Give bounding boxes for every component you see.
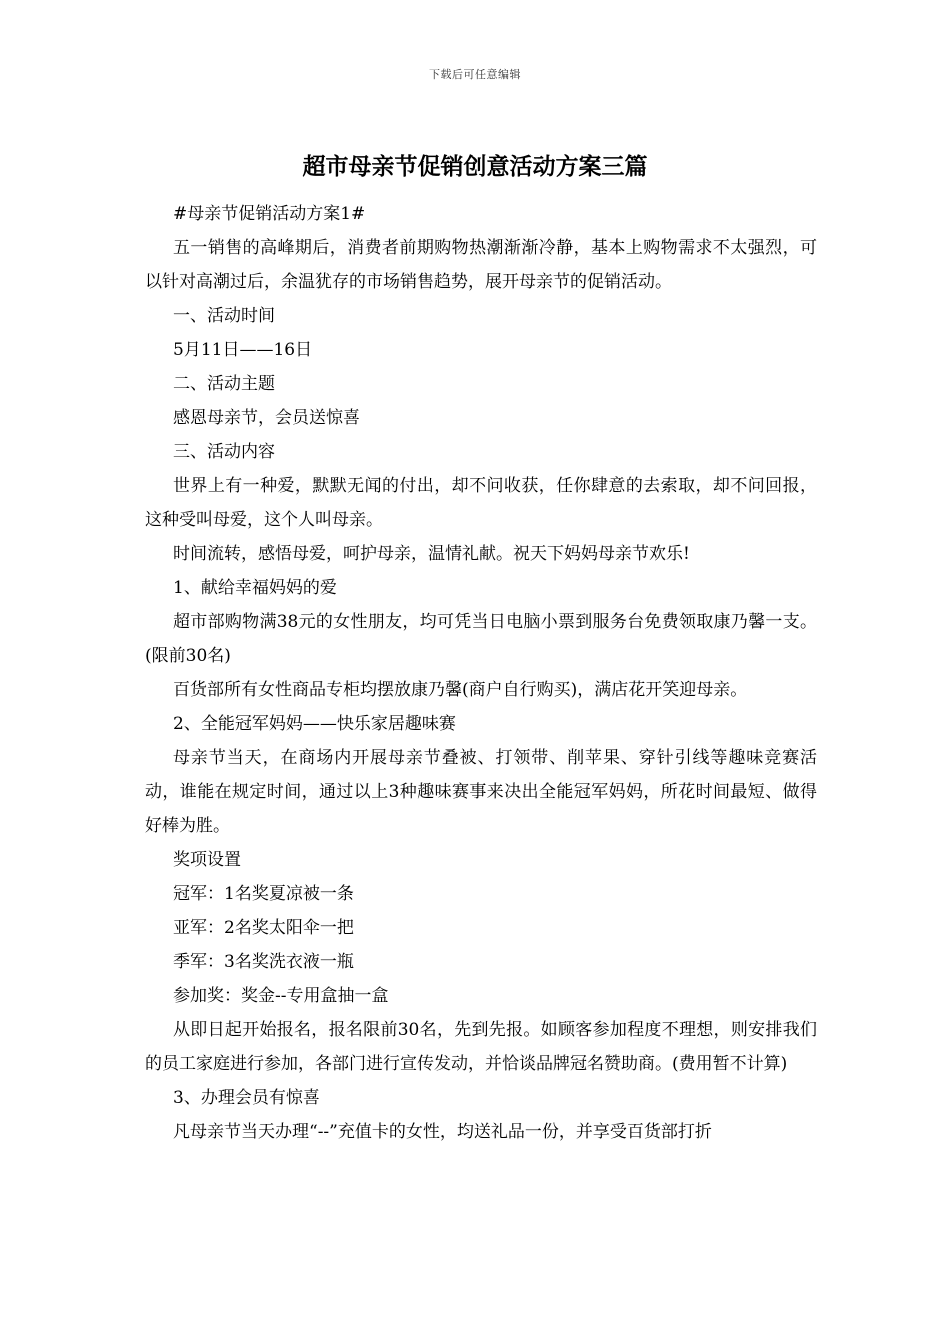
paragraph: 感恩母亲节，会员送惊喜	[173, 408, 360, 428]
paragraph: #母亲节促销活动方案1#	[173, 204, 366, 224]
list-item: 冠军：1名奖夏凉被一条	[173, 884, 354, 904]
subsection-heading: 2、全能冠军妈妈——快乐家居趣味赛	[173, 714, 456, 734]
section-heading: 三、活动内容	[173, 442, 275, 462]
list-item: 参加奖：奖金--专用盒抽一盒	[173, 986, 389, 1006]
subsection-heading: 1、献给幸福妈妈的爱	[173, 578, 337, 598]
header-note: 下载后可任意编辑	[429, 68, 521, 81]
paragraph: 5月11日——16日	[173, 340, 313, 360]
list-item: 亚军：2名奖太阳伞一把	[173, 918, 354, 938]
paragraph: 奖项设置	[173, 850, 241, 870]
paragraph: 五一销售的高峰期后，消费者前期购物热潮渐渐冷静，基本上购物需求不太强烈，可以针对高潮过后，余温犹存的市场销售趋势，展开母亲节的促销活动。	[145, 238, 817, 292]
section-heading: 二、活动主题	[173, 374, 275, 394]
subsection-heading: 3、办理会员有惊喜	[173, 1088, 320, 1108]
paragraph: 百货部所有女性商品专柜均摆放康乃馨(商户自行购买)，满店花开笑迎母亲。	[173, 680, 748, 700]
paragraph: 世界上有一种爱，默默无闻的付出，却不问收获，任你肆意的去索取，却不问回报，这种受叫母爱，这个人叫母亲。	[145, 476, 817, 530]
paragraph: 时间流转，感悟母爱，呵护母亲，温情礼献。祝天下妈妈母亲节欢乐!	[173, 544, 690, 564]
document-body	[145, 197, 817, 1149]
paragraph: 凡母亲节当天办理“--”充值卡的女性，均送礼品一份，并享受百货部打折	[173, 1122, 712, 1142]
list-item: 季军：3名奖洗衣液一瓶	[173, 952, 354, 972]
paragraph: 从即日起开始报名，报名限前30名，先到先报。如顾客参加程度不理想，则安排我们的员工家庭进行参加，各部门进行宣传发动，并恰谈品牌冠名赞助商。(费用暂不计算)	[145, 1020, 817, 1074]
document-title: 超市母亲节促销创意活动方案三篇	[302, 153, 648, 180]
section-heading: 一、活动时间	[173, 306, 275, 326]
paragraph: 超市部购物满38元的女性朋友，均可凭当日电脑小票到服务台免费领取康乃馨一支。(限前30名)	[145, 612, 817, 666]
paragraph: 母亲节当天，在商场内开展母亲节叠被、打领带、削苹果、穿针引线等趣味竞赛活动，谁能在规定时间，通过以上3种趣味赛事来决出全能冠军妈妈，所花时间最短、做得好棒为胜。	[145, 748, 817, 836]
